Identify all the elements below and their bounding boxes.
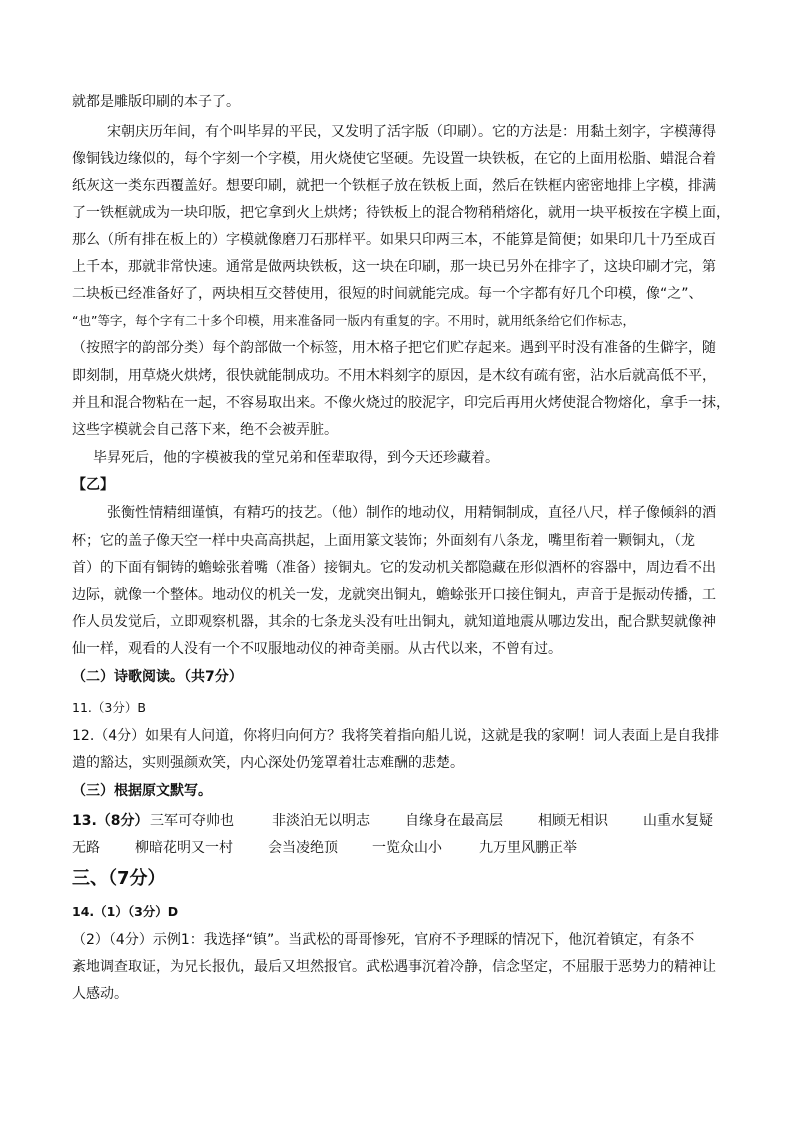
jia-line-2: 宋朝庆历年间，有个叫毕昇的平民，又发明了活字版（印刷）。它的方法是：用黏土刻字，字模薄得	[107, 124, 716, 140]
section-2-heading: （二）诗歌阅读。（共7分）	[72, 669, 243, 685]
jia-line-14: 毕昇死后，他的字模被我的堂兄弟和侄辈取得，到今天还珍藏着。	[93, 450, 499, 466]
answer-13-item: 三军可夺帅也	[150, 813, 234, 829]
answer-14-2-line-3: 人感动。	[72, 986, 128, 1002]
answer-13-item: 自缘身在最高层	[405, 813, 503, 829]
answer-13-item: 会当凌绝顶	[268, 840, 338, 856]
yi-line-6: 仙一样，观看的人没有一个不叹服地动仪的神奇美丽。从古代以来，不曾有过。	[72, 641, 562, 657]
jia-line-3: 像铜钱边缘似的，每个字刻一个字模，用火烧使它坚硬。先设置一块铁板，在它的上面用松脂、蜡混合着	[72, 151, 716, 167]
answer-13-label: 13.（8分）	[72, 813, 149, 829]
yi-line-5: 作人员发觉后，立即观察机器，其余的七条龙头没有吐出铜丸，就知道地震从哪边发出，配合默契就像神	[72, 614, 716, 630]
answer-11: 11.（3分）B	[72, 700, 146, 715]
jia-line-4: 纸灰这一类东西覆盖好。想要印刷，就把一个铁框子放在铁板上面，然后在铁框内密密地排上字模，排满	[72, 178, 716, 194]
part-3-heading: 三、（7分）	[72, 868, 166, 889]
answer-12-line-2: 遣的豁达，实则强颜欢笑，内心深处仍笼罩着壮志难酬的悲楚。	[72, 755, 464, 771]
jia-line-12: 并且和混合物粘在一起，不容易取出来。不像火烧过的胶泥字，印完后再用火烤使混合物熔化，拿手一抹，	[72, 395, 730, 411]
answer-13-item: 无路	[72, 840, 100, 856]
yi-line-3: 首）的下面有铜铸的蟾蜍张着嘴（准备）接铜丸。它的发动机关都隐藏在形似酒杯的容器中，周边看不出	[72, 560, 716, 576]
answer-14-2-line-1: （2）（4分）示例1：我选择“镇”。当武松的哥哥惨死，官府不予理睬的情况下，他沉着镇定，有条不	[72, 932, 695, 948]
jia-line-10: （按照字的韵部分类）每个韵部做一个标签，用木格子把它们贮存起来。遇到平时没有准备的生僻字，随	[72, 340, 716, 356]
answer-13-item: 九万里风鹏正举	[479, 840, 577, 856]
jia-line-1: 就都是雕版印刷的本子了。	[72, 94, 240, 110]
section-3-heading: （三）根据原文默写。	[72, 783, 212, 799]
jia-line-8: 二块板已经准备好了，两块相互交替使用，很短的时间就能完成。每一个字都有好几个印模，像“之”、	[72, 286, 703, 302]
yi-heading: 【乙】	[72, 477, 114, 493]
answer-13-item: 山重水复疑	[643, 813, 713, 829]
yi-line-1: 张衡性情精细谨慎，有精巧的技艺。（他）制作的地动仪，用精铜制成，直径八尺，样子像倾斜的酒	[107, 505, 716, 521]
answer-13-item: 相顾无相识	[538, 813, 608, 829]
answer-13-item: 一览众山小	[372, 840, 442, 856]
yi-line-4: 边际，就像一个整体。地动仪的机关一发，龙就突出铜丸，蟾蜍张开口接住铜丸，声音于是振动传播，工	[72, 587, 716, 603]
answer-12-line-1: 12.（4分）如果有人问道，你将归向何方？我将笑着指向船儿说，这就是我的家啊！词人表面上是自我排	[72, 728, 720, 744]
jia-line-9: “也”等字，每个字有二十多个印模，用来准备同一版内有重复的字。不用时，就用纸条给它们作标志，	[72, 313, 635, 328]
yi-line-2: 杯；它的盖子像天空一样中央高高拱起，上面用篆文装饰；外面刻有八条龙，嘴里衔着一颗铜丸，（龙	[72, 533, 695, 549]
jia-line-7: 上千本，那就非常快速。通常是做两块铁板，这一块在印刷，那一块已另外在排字了，这块印刷才完，第	[72, 259, 716, 275]
answer-14-1: 14.（1）（3分）D	[72, 904, 179, 919]
jia-line-11: 即刻制，用草烧火烘烤，很快就能制成功。不用木料刻字的原因，是木纹有疏有密，沾水后就高低不平，	[72, 368, 716, 384]
answer-13-item: 柳暗花明又一村	[135, 840, 233, 856]
jia-line-5: 了一铁框就成为一块印版，把它拿到火上烘烤；待铁板上的混合物稍稍熔化，就用一块平板按在字模上面，	[72, 205, 730, 221]
jia-line-6: 那么（所有排在板上的）字模就像磨刀石那样平。如果只印两三本，不能算是简便；如果印几十乃至成百	[72, 232, 716, 248]
answer-13-item: 非淡泊无以明志	[272, 813, 370, 829]
answer-14-2-line-2: 紊地调查取证，为兄长报仇，最后又坦然报官。武松遇事沉着冷静，信念坚定，不屈服于恶势力的精神让	[72, 959, 716, 975]
jia-line-13: 这些字模就会自己落下来，绝不会被弄脏。	[72, 422, 338, 438]
